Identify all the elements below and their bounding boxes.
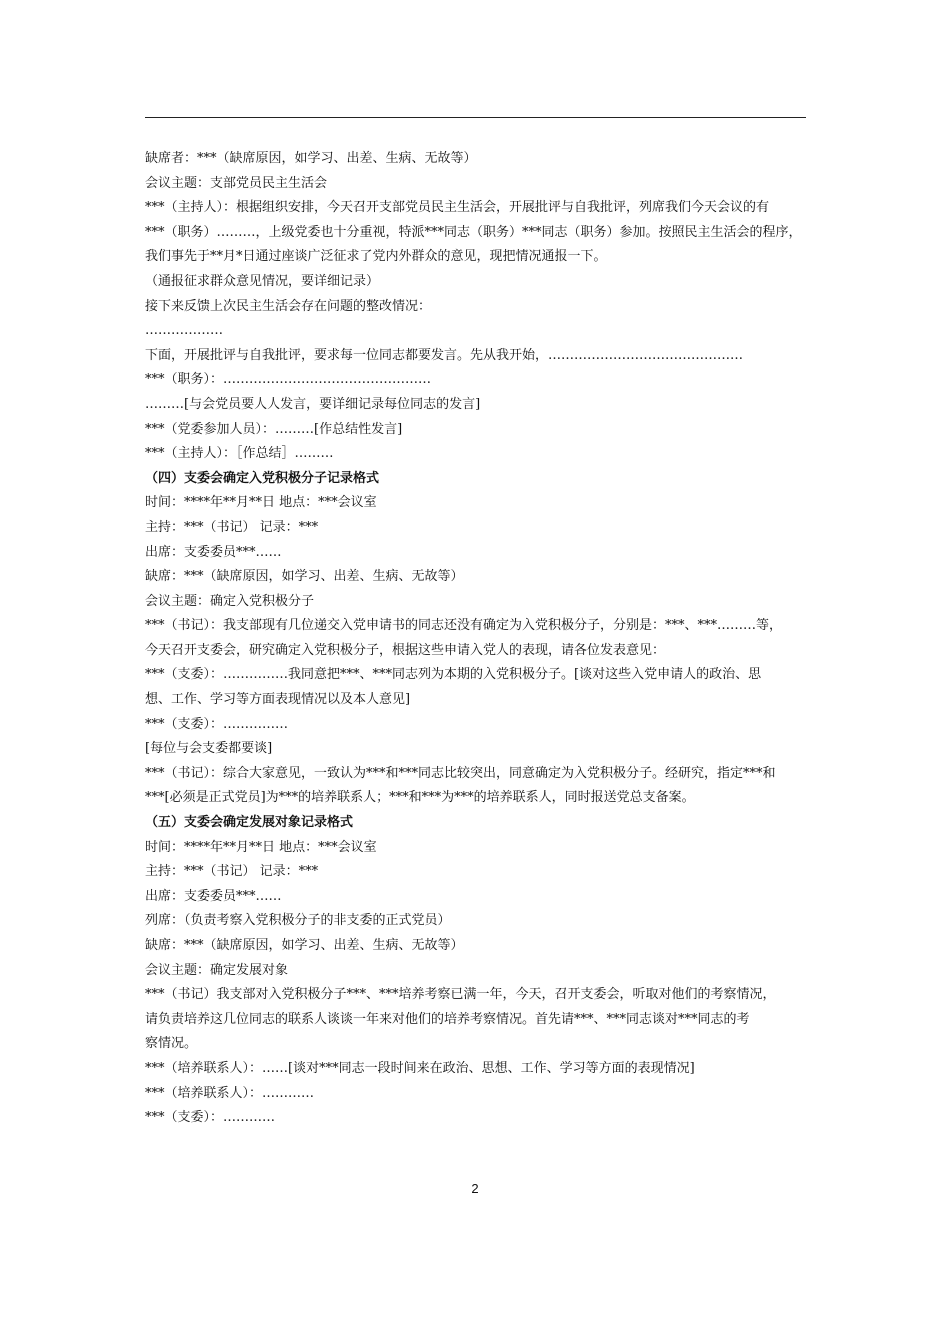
text-line: ***（培养联系人）：………… [145, 1085, 315, 1101]
text-line: 时间：****年**月**日 地点：***会议室 [145, 839, 377, 855]
text-line: 察情况。 [145, 1036, 198, 1052]
text-line: ***（职务）………，上级党委也十分重视，特派***同志（职务）***同志（职务）参加。按照民主生活会的程序， [145, 224, 802, 240]
text-line: 下面，开展批评与自我批评，要求每一位同志都要发言。先从我开始，……………………………………… [145, 347, 744, 363]
section-heading: （四）支委会确定入党积极分子记录格式 [145, 470, 380, 486]
text-line: ***（书记）：我支部现有几位递交入党申请书的同志还没有确定为入党积极分子，分别是：***、***………等， [145, 618, 783, 634]
text-line: ***（支委）：………… [145, 1110, 276, 1126]
text-line: ***（主持人）：［作总结］……… [145, 446, 334, 462]
text-line: 我们事先于**月*日通过座谈广泛征求了党内外群众的意见，现把情况通报一下。 [145, 249, 607, 265]
text-line: ***（党委参加人员）：………[作总结性发言] [145, 421, 403, 437]
text-line: 想、工作、学习等方面表现情况以及本人意见] [145, 692, 411, 708]
document-body [145, 147, 809, 1131]
text-line: 会议主题：支部党员民主生活会 [145, 175, 328, 191]
text-line: 列席：（负责考察入党积极分子的非支委的正式党员） [145, 913, 451, 929]
text-line: ***（书记）我支部对入党积极分子***、***培养考察已满一年，今天，召开支委会，听取对他们的考察情况， [145, 987, 776, 1003]
text-line: 缺席：***（缺席原因，如学习、出差、生病、无故等） [145, 569, 464, 585]
text-line: ***（支委）：……………我同意把***、***同志列为本期的入党积极分子。[谈对这些入党申请人的政治、思 [145, 667, 762, 683]
text-line: 接下来反馈上次民主生活会存在问题的整改情况： [145, 298, 432, 314]
text-line: ***（主持人）：根据组织安排，今天召开支部党员民主生活会，开展批评与自我批评，列席我们今天会议的有 [145, 200, 770, 216]
text-line: ……………… [145, 323, 223, 339]
text-line: 出席：支委委员***…… [145, 544, 282, 560]
text-line: ***（培养联系人）：……[谈对***同志一段时间来在政治、思想、工作、学习等方面的表现情况] [145, 1060, 695, 1076]
text-line: ***（支委）：…………… [145, 716, 289, 732]
text-line: [每位与会支委都要谈] [145, 741, 273, 757]
text-line: 主持：***（书记） 记录：*** [145, 864, 319, 880]
text-line: ………[与会党员要人人发言，要详细记录每位同志的发言] [145, 396, 481, 412]
page-number: 2 [471, 1181, 479, 1196]
text-line: 主持：***（书记） 记录：*** [145, 519, 319, 535]
text-line: 时间：****年**月**日 地点：***会议室 [145, 495, 377, 511]
text-line: ***（书记）：综合大家意见，一致认为***和***同志比较突出，同意确定为入党积极分子。经研究，指定***和 [145, 765, 776, 781]
text-line: 出席：支委委员***…… [145, 888, 282, 904]
text-line: 会议主题：确定入党积极分子 [145, 593, 315, 609]
text-line: 缺席者：***（缺席原因，如学习、出差、生病、无故等） [145, 151, 477, 166]
header-rule [145, 117, 806, 118]
text-line: 请负责培养这几位同志的联系人谈谈一年来对他们的培养考察情况。首先请***、***同志谈对***同志的考 [145, 1011, 750, 1027]
section-heading: （五）支委会确定发展对象记录格式 [145, 815, 354, 831]
text-line: （通报征求群众意见情况，要详细记录） [145, 273, 380, 289]
text-line: ***（职务）：………………………………………… [145, 372, 432, 388]
text-line: 会议主题：确定发展对象 [145, 962, 289, 978]
text-line: ***[必须是正式党员]为***的培养联系人；***和***为***的培养联系人，同时报送党总支备案。 [145, 790, 695, 806]
text-line: 缺席：***（缺席原因，如学习、出差、生病、无故等） [145, 938, 464, 953]
text-line: 今天召开支委会，研究确定入党积极分子，根据这些申请入党人的表现，请各位发表意见： [145, 642, 666, 658]
